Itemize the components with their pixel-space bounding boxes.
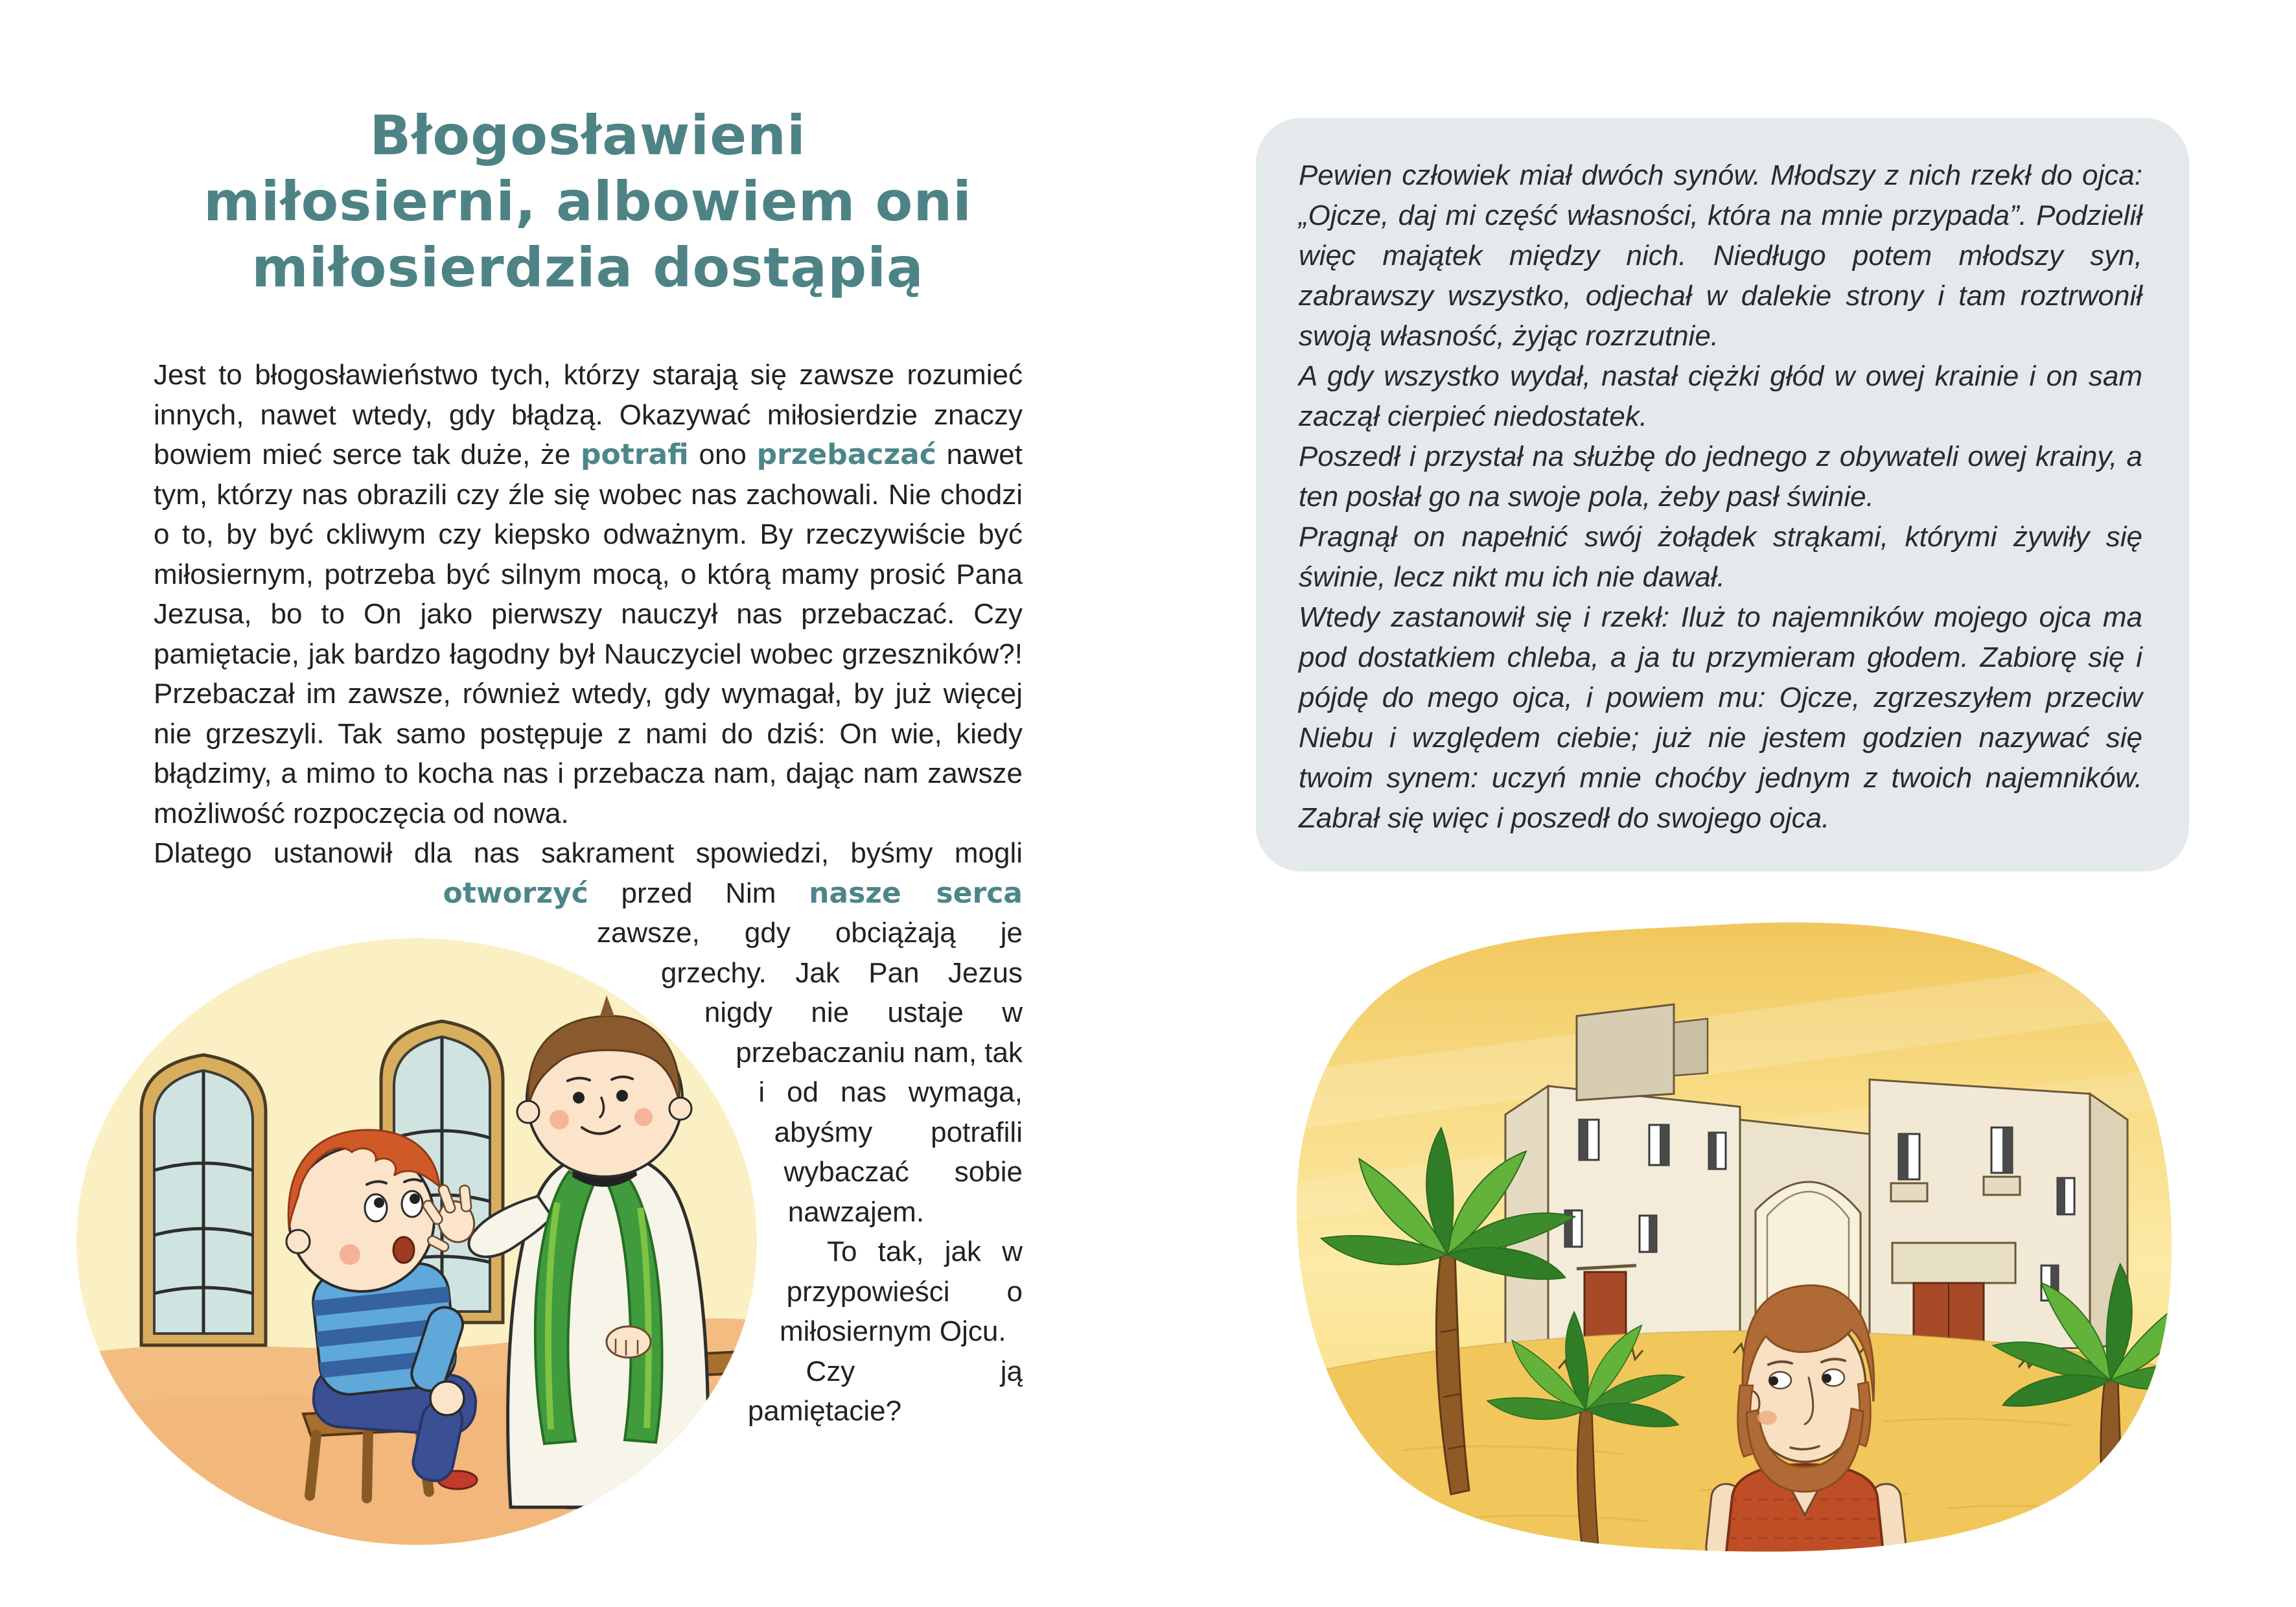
accent-word-nasze-serca: nasze serca — [809, 876, 1023, 910]
intro-text: ono — [688, 439, 757, 470]
accent-word-przebaczac: przebaczać — [756, 438, 936, 471]
sacrament-text: Dlatego ustanowił dla nas sakrament spowiedzi, byśmy mogli — [154, 837, 1023, 869]
confession-illustration — [57, 892, 789, 1566]
page-title — [154, 102, 1022, 301]
page-title-line: miłosierni, albowiem oni — [203, 170, 972, 233]
accent-word-otworzyc: otworzyć — [443, 876, 588, 910]
left-text-column — [57, 355, 1024, 1566]
priest-resting-hand — [607, 1326, 651, 1358]
boy-ear — [286, 1230, 310, 1253]
accent-word-potrafi: potrafi — [581, 438, 689, 471]
paragraph-intro — [154, 355, 1023, 833]
boy-hand — [430, 1382, 464, 1415]
page-title-line: Błogosławieni — [369, 104, 806, 167]
boy-mouth — [393, 1237, 414, 1263]
rooftop-structure — [1577, 1004, 1674, 1100]
sacrament-text: zawsze, gdy obciążają je grzechy. Jak Pan Jezus nigdy nie ustaje w przebaczaniu nam, tak i od nas wymaga, abyśmy potrafili wybaczać sobie nawzajem. — [596, 917, 1023, 1228]
verse: Pragnął on napełnić swój żołądek strąkami, którymi żywiły się świnie, lecz nikt mu ich nie dawał. — [1299, 521, 2142, 593]
verse: Pewien człowiek miał dwóch synów. Młodszy z nich rzekł do ojca: „Ojcze, daj mi część własności, która na mnie przypada”. Podzielił więc majątek między nich. Niedługo potem młodszy syn, zabrawszy wszystko, odjechał w dalekie strony i tam roztrwonił swoją własność, żyjąc rozrzutnie. — [1299, 159, 2142, 352]
blush — [1757, 1411, 1777, 1425]
boy-blush — [340, 1244, 360, 1265]
confession-scene-graphic — [57, 892, 789, 1566]
gothic-window-icon — [141, 1055, 266, 1345]
verse: Poszedł i przystał na służbę do jednego z obywateli owej krainy, a ten posłał go na swoje pola, żeby pasł świnie. — [1299, 441, 2142, 513]
prodigal-scene-graphic — [1286, 906, 2181, 1558]
paragraph-parable: To tak, jak w przypowieści o miłosiernym Ojcu. — [780, 1236, 1023, 1347]
verse: A gdy wszystko wydał, nastał ciężki głód w owej krainie i on sam zaczął cierpieć niedostatek. — [1299, 360, 2142, 432]
prodigal-son-illustration — [1286, 906, 2181, 1558]
intro-text: Jest to błogosławieństwo tych, którzy starają się zawsze rozumieć innych, nawet wtedy, gdy błądzą. Okazywać miłosierdzie znaczy bowiem mieć serce tak duże, że — [154, 359, 1023, 470]
sacrament-text: przed Nim — [588, 877, 809, 909]
page-title-line: miłosierdzia dostąpią — [251, 236, 924, 299]
paragraph-question: Czy ją pamiętacie? — [747, 1355, 1023, 1427]
scripture-quote-box — [1256, 118, 2189, 872]
verse: Wtedy zastanowił się i rzekł: Iluż to najemników mojego ojca ma pod dostatkiem chleba, a ja tu przymieram głodem. Zabiorę się i pójdę do mego ojca, i powiem mu: Ojcze, zgrzeszyłem przeciw Niebu i względem ciebie; już nie jestem godzien nazywać się twoim synem: uczyń mnie choćby jednym z twoich najemników. Zabrał się więc i poszedł do swojego ojca. — [1299, 601, 2142, 834]
intro-text: nawet tym, którzy nas obrazili czy źle się wobec nas zachowali. Nie chodzi o to, by być ckliwym czy kiepsko odważnym. By rzeczywiście być miłosiernym, potrzeba być silnym mocą, o którą mamy prosić Pana Jezusa, bo to On jako pierwszy nauczył nas przebaczać. Czy pamiętacie, jak bardzo łagodny był Nauczyciel wobec grzeszników?! Przebaczał im zawsze, również wtedy, gdy wymagał, by już więcej nie grzeszyli. Tak samo postępuje z nami do dziś: On wie, kiedy błądzimy, a mimo to kocha nas i przebacza nam, dając nam zawsze możliwość rozpoczęcia od nowa. — [154, 439, 1023, 829]
